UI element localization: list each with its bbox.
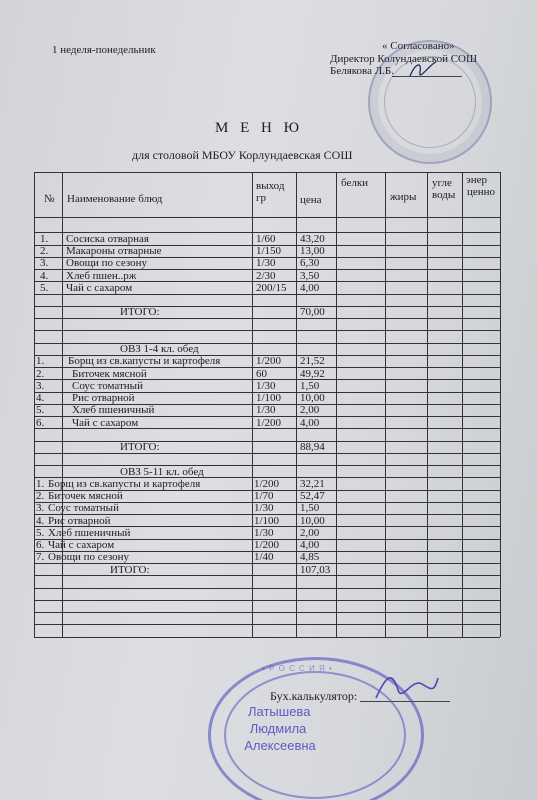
table-row-line xyxy=(34,453,500,454)
approval-label: « Согласовано» xyxy=(382,40,455,52)
row-yield: 1/30 xyxy=(256,257,276,270)
row-dish-name: Хлеб пшен..рж xyxy=(66,269,137,282)
row-price: 1,50 xyxy=(300,379,320,392)
section2-heading: ОВЗ 1-4 кл. обед xyxy=(120,343,199,355)
table-row-line xyxy=(34,612,500,613)
row-num: 5. xyxy=(40,281,49,294)
table-column-line xyxy=(296,172,297,637)
row-yield: 1/200 xyxy=(256,416,282,429)
header-protein: белки xyxy=(341,177,369,189)
menu-title: М Е Н Ю xyxy=(215,120,303,136)
row-yield: 1/200 xyxy=(254,477,280,490)
table-row-line xyxy=(34,600,500,601)
row-dish-name: Рис отварной xyxy=(48,514,111,527)
row-yield: 2/30 xyxy=(256,269,276,282)
director-name: Белякова Л.Б. xyxy=(330,65,394,77)
row-yield: 60 xyxy=(256,367,267,380)
header-carb-2: воды xyxy=(432,189,456,201)
row-price: 4,00 xyxy=(300,539,320,551)
row-yield: 1/30 xyxy=(256,379,276,392)
row-dish-name: Биточек мясной xyxy=(72,367,147,380)
row-num: 1. xyxy=(36,477,45,490)
stamp-name-line1: Латышева xyxy=(248,704,311,719)
row-num: 3. xyxy=(40,257,49,270)
row-price: 10,00 xyxy=(300,514,325,527)
row-dish-name: Рис отварной xyxy=(72,392,135,404)
row-dish-name: Борщ из св.капусты и картофеля xyxy=(48,477,201,490)
row-price: 6,30 xyxy=(300,257,320,270)
row-price: 4,00 xyxy=(300,281,320,294)
row-yield: 1/200 xyxy=(256,355,282,368)
row-dish-name: Овощи по сезону xyxy=(48,551,130,564)
director-title: Директор Колундаевской СОШ xyxy=(330,53,478,65)
row-yield: 1/30 xyxy=(254,526,274,539)
row-num: 2. xyxy=(40,245,49,257)
table-row-line xyxy=(34,330,500,331)
header-fat: жиры xyxy=(390,191,417,203)
menu-subtitle: для столовой МБОУ Корлундаевская СОШ xyxy=(132,148,353,162)
row-num: 7. xyxy=(36,551,45,564)
week-day-label: 1 неделя-понедельник xyxy=(52,44,156,56)
stamp-name-line2: Людмила xyxy=(249,721,307,736)
row-num: 5. xyxy=(36,526,45,539)
accountant-label: Бух.калькулятор: xyxy=(270,689,358,703)
section3-total-label: ИТОГО: xyxy=(110,563,150,576)
row-num: 5. xyxy=(36,404,45,417)
row-price: 4,85 xyxy=(300,551,320,564)
table-row-line xyxy=(34,441,500,442)
table-row-line xyxy=(34,575,500,576)
table-row-line xyxy=(34,306,500,307)
row-num: 4. xyxy=(40,269,49,282)
table-column-line xyxy=(427,172,428,637)
row-yield: 1/100 xyxy=(256,392,282,404)
row-dish-name: Борщ из св.капусты и картофеля xyxy=(68,355,221,368)
row-yield: 200/15 xyxy=(256,281,287,294)
row-num: 2. xyxy=(36,367,45,380)
row-dish-name: Чай с сахаром xyxy=(66,281,133,294)
stamp-ring-text: • Р О С С И Я • xyxy=(262,664,333,673)
row-dish-name: Соус томатный xyxy=(48,502,119,515)
row-dish-name: Сосиска отварная xyxy=(66,232,149,245)
row-price: 3,50 xyxy=(300,269,320,282)
section1-total: 70,00 xyxy=(300,306,325,319)
row-num: 4. xyxy=(36,392,45,404)
row-num: 4. xyxy=(36,514,45,527)
header-yield: выход xyxy=(256,180,285,192)
section2-total-label: ИТОГО: xyxy=(120,441,160,453)
table-row-line xyxy=(34,637,500,638)
row-yield: 1/200 xyxy=(254,539,280,551)
row-price: 32,21 xyxy=(300,477,325,490)
section3-total: 107,03 xyxy=(300,563,331,576)
row-price: 43,20 xyxy=(300,232,325,245)
row-price: 2,00 xyxy=(300,404,320,417)
row-yield: 1/30 xyxy=(254,502,274,515)
table-column-line xyxy=(462,172,463,637)
row-dish-name: Макароны отварные xyxy=(66,245,162,257)
header-energy-2: ценно xyxy=(467,186,496,198)
row-yield: 1/40 xyxy=(254,551,274,564)
row-dish-name: Биточек мясной xyxy=(48,490,123,502)
row-num: 1. xyxy=(36,355,45,368)
table-column-line xyxy=(62,172,63,637)
table-header-bottom xyxy=(34,217,500,218)
table-column-line xyxy=(34,172,35,637)
table-column-line xyxy=(500,172,501,637)
table-column-line xyxy=(336,172,337,637)
table-top-border xyxy=(34,172,500,173)
row-price: 10,00 xyxy=(300,392,325,404)
row-yield: 1/100 xyxy=(254,514,280,527)
row-dish-name: Хлеб пшеничный xyxy=(48,526,131,539)
header-energy: энер xyxy=(466,174,487,186)
table-row-line xyxy=(34,318,500,319)
row-yield: 1/60 xyxy=(256,232,276,245)
row-dish-name: Чай с сахаром xyxy=(72,416,139,429)
table-column-line xyxy=(385,172,386,637)
row-price: 21,52 xyxy=(300,355,325,368)
row-num: 6. xyxy=(36,416,45,429)
row-yield: 1/70 xyxy=(254,490,274,502)
row-price: 1,50 xyxy=(300,502,320,515)
row-dish-name: Овощи по сезону xyxy=(66,257,148,270)
header-carb: угле xyxy=(432,177,452,189)
row-num: 1. xyxy=(40,232,49,245)
header-price: цена xyxy=(300,194,322,206)
row-price: 2,00 xyxy=(300,526,320,539)
row-yield: 1/150 xyxy=(256,245,282,257)
header-yield-unit: гр xyxy=(256,192,267,204)
row-num: 2. xyxy=(36,490,45,502)
row-dish-name: Соус томатный xyxy=(72,379,143,392)
section3-heading: ОВЗ 5-11 кл. обед xyxy=(120,465,204,478)
row-dish-name: Хлеб пшеничный xyxy=(72,404,155,417)
row-price: 49,92 xyxy=(300,367,325,380)
row-dish-name: Чай с сахаром xyxy=(48,539,115,551)
row-yield: 1/30 xyxy=(256,404,276,417)
table-row-line xyxy=(34,624,500,625)
table-row-line xyxy=(34,465,500,466)
section1-total-label: ИТОГО: xyxy=(120,306,160,319)
row-num: 3. xyxy=(36,502,45,515)
row-num: 6. xyxy=(36,539,45,551)
row-price: 4,00 xyxy=(300,416,320,429)
row-price: 13,00 xyxy=(300,245,325,257)
header-name: Наименование блюд xyxy=(67,193,163,205)
table-row-line xyxy=(34,343,500,344)
row-price: 52,47 xyxy=(300,490,325,502)
header-num: № xyxy=(44,193,55,205)
stamp-name-line3: Алексеевна xyxy=(244,738,316,753)
table-row-line xyxy=(34,588,500,589)
table-column-line xyxy=(252,172,253,637)
row-num: 3. xyxy=(36,379,45,392)
section2-total: 88,94 xyxy=(300,441,325,453)
